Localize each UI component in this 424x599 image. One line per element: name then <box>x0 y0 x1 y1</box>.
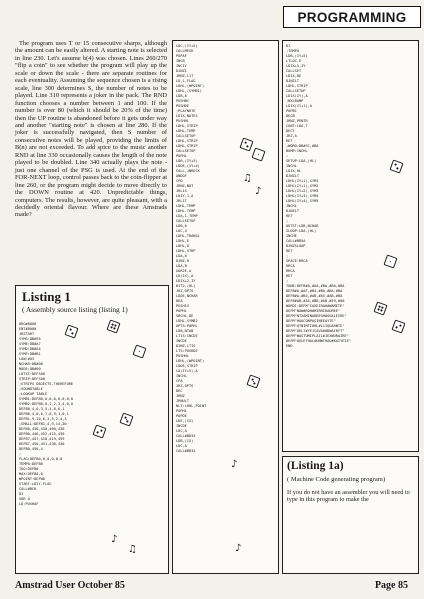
die-icon <box>389 159 403 173</box>
die-icon <box>239 137 253 151</box>
die-icon <box>119 412 133 426</box>
listing-1-title: Listing 1 <box>22 289 71 304</box>
article-paragraph: The program uses T or 15 consecutive sharps, although the amount can be easily altered. A starting note is selected in line 230. Let's assume b(4) was chosen. Lines 260/270 "flip a coin" to see whether the program will play up the scale or down the scale - there are separate routines for each eventuality. Assuming the sequence chosen is a rising scale, line 300 determines S, the number of notes to be played. Line 310 represents a joker in the pack. The RND function chooses a number between 1 and 100. If the number is over 80 (which it should be 20% of the time) then the UP routine is abandoned before it gets under way and another "starting note" is chosen at line 280. If the joker is successfully navigated, then S number of consecutive notes will be played, providing the limits of B(n) are not exceeded. To add spice to the music another RND at line 330 occasionally causes the length of the note played to be doubled. Line 340 actually plays the note - just one channel of the PSG is used. At the end of the FOR-NEXT loop, control passes back to the coin-flipper at line 260, or the program might decide to move directly to the DOWN routine at 420. Unpredictable things, computers. The results, however, are quite pleasant, with a decidedly oriental flavour. Where are these Amstrads made? <box>15 40 167 219</box>
listing-1a-box <box>282 456 419 574</box>
listing-code-column-2: DI ;TEMPO LDB,(IY+5) LTLOC,E LDIX+5,IY CALLSET LDIX,DE DJNZLT LDHL,STRIP CALLSETUP LDIX(IY),A ;NXLBUMP LDIX(IY+1),A POPBC DECB JRNZ,PENTR CONT:LDA,T DECT JRZ,A RET ;WORD:DB#SC,#BA BUMP:INCHL ; SETUP:LDA,(HL) INCHL LDIX,HL DJNZLT LDHL(IY+1),SYM1 LDHL(IY+1),SYM2 LDHL(IY+2),SYM3 LDHL(IY+3),SYM4 LDHL(IY+4),SYM5 INCHL DJNZLT RET ; OUTST:LDB,NCHAR SLOOP:LDA,(HL) INCHE CALL#BB5A DJNZSLOOP RET ; SPACE:RRCA RRCA RRCA RET ; TUNE:DEFB#A,#AA,#BA,#BA,#BA DEFB#A,#AF,#B4,#BA,#BA,#BA DEFB#A,#B4,#AB,#A5,#AB,#BA DEFB#AB,#A5,#BB,#AB,#59,#00 WORD1:DEFM"CAXEIRAH#WAMETE" DEFM"NOW#ROH#MIRRIDAUMEE" DEFM"NTXAMINADREGH#SUALEIRE" DEFM"HUACONPASINEEAYTE" DEFM"QTNIMTIUHL#L1IQUARNTE" DEFM"QELT#YEJCAVAH#DWAIRYT" DEFM"WASTUMIPLAIL#JEXWURAIRE" DEFM"#GLETHAL#UNWTHAU#KAIYEIE" END <box>286 44 351 348</box>
die-icon <box>391 319 405 333</box>
listing-code-column-1: LDC,(IY+5) CALLMESR POPAF INCB INCIY DJNZ1 JRNZ,L1T LD,1,FLAG LDHL,(WPOINT) LDHL,(SYMB1) LDB,8 PUSHBC PUSHDE ;PLAYNOTE LDIX,NOTES PUSHHL LDHL,STRIP LDHL,TEMP CALLSETUP LDHL,STRIP LDHL,STRIP CALLSETUP POPHL LDB,(IY+5) LDDE,(IY+4) CALL,JNRECK ANDOF CPD JRNZ,NOT JRL1S LDIY,1,A JRL1T LDHL,TEMP LDHL,TEMP LDA,1,TEMP CALLSETUP LDB,0 LDC,4 LDHL,TRANSL LDHL,E LDHL,D LDHL,STRP LDA,0 DJNZ,R LDA,B XOR2E,A LD(IX),A LDIX+2,IY BIT2,(HL) JRZ,OPTS LDDE,NCHAR DEA PUSHIX POPHL SBCHL,DE LDHL,SYMB2 OPTS:POPHL LDB,NTAB LTIS:INCDE INCDE DJNZ,LTIS LTS:PUSHDE PUSHHL LDHL,(WPOINT) LDDE,STRIP LD(IY+5),A INCHL CPA JRZ,OPTS DEC JRNZ JRNULT NLT:LDHL,POINT POPHL POPDE LDE,(IX) INCDE LDC,A CALL#BD34 LDB,(IX) LDC,A CALL#BD34 <box>176 44 207 453</box>
section-title: PROGRAMMING <box>297 9 407 25</box>
music-note-icon: ♪ <box>255 186 262 197</box>
listing-1-box <box>15 285 169 574</box>
music-note-icon: ♫ <box>243 173 252 184</box>
listing-1a-subtitle: ( Machine Code generating program) <box>287 476 386 483</box>
die-icon <box>246 374 260 388</box>
footer-magazine-name: Amstrad User October 85 <box>15 580 125 591</box>
die-icon <box>92 424 106 438</box>
footer-page-number: Page 85 <box>374 580 408 591</box>
music-note-icon: ♪ <box>235 543 242 554</box>
listing-continuation-column-2 <box>282 40 419 452</box>
listing-1-code: ORG#8000 ENT#8000 JRSTART SYMS:DB#95 SYME:DB#A7 SYMD:DB#A4 SYMF:DB#B1 LOW:#03 NCHAR:DB#00 MODE:DB#00 LDTXT:DEFS00 STRIP:DEFS00 ;STRIPS OBJECTS,THEREFORE ;SOUNDTABLE ;LOOKUP TABLE SYMB1:DEFB0,0,0,0,0,0,0,0 SYMB2:DEFB0,0,1,2,3,4,0,0 DEFB0,4,6,3,5,4,8,6,1 DEFB6,4,0,6,7,8,9,1,0,1 DEFB1,9,10,6,3,5,2,4,3 ;SMALL:DEFB1,4,9,14,20 DEFB0,430,430,460,430 DEFB0,446,452,415,430 DEFB7,457,418,419,499 DEFB7,450,451,430,430 DEFB0,450,4 ; FLAG:DEFB0,0,0,0,0,0 TEMP0:DEFB0 TOO:DEFB0 MAX:DEFB0,0 WPOINT:DEFW0 START:LDIY,FLAG CALL#BC6 DI XOR A LD:PUSHAF <box>19 322 74 506</box>
die-icon <box>373 301 387 315</box>
die-icon <box>132 344 146 358</box>
section-header <box>283 6 421 28</box>
die-icon <box>251 147 265 161</box>
listing-1a-title: (Listing 1a) <box>287 460 344 472</box>
music-note-icon: ♫ <box>128 544 137 555</box>
listing-continuation-column-1 <box>172 40 279 574</box>
die-icon <box>383 254 397 268</box>
music-note-icon: ♪ <box>231 459 238 470</box>
article-body <box>15 40 167 219</box>
listing-1-subtitle: ( Assembly source listing (listing 1) <box>22 305 128 314</box>
die-icon <box>106 319 120 333</box>
listing-1a-intro-text: If you do not have an assembler you will need to type in this program to make the <box>287 489 410 504</box>
music-note-icon: ♪ <box>111 534 118 545</box>
